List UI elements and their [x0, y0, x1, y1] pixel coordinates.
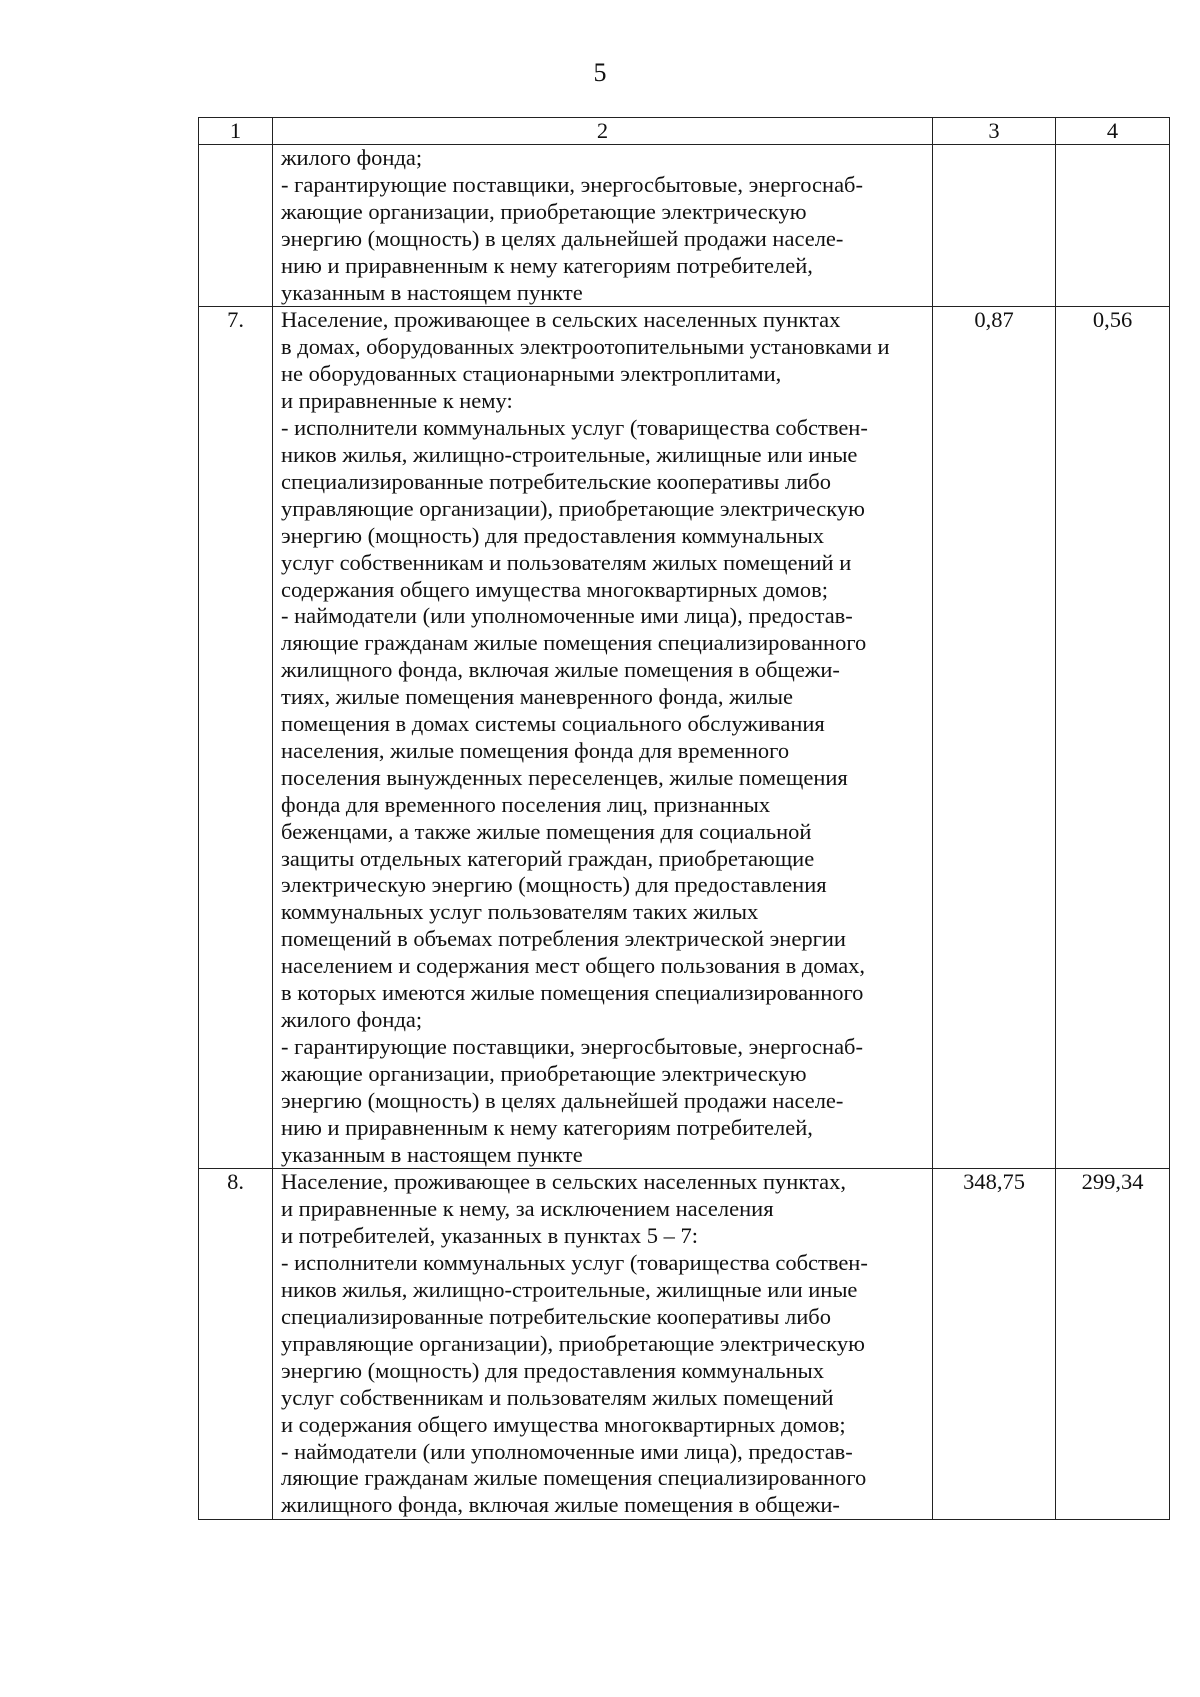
row-value-col4: 0,56	[1056, 307, 1170, 1169]
description-line: защиты отдельных категорий граждан, приобретающие	[281, 845, 815, 871]
description-line: - исполнители коммунальных услуг (товарищества собствен-	[281, 1250, 868, 1276]
description-line: специализированные потребительские кооперативы либо	[281, 1303, 831, 1329]
row-number: 7.	[199, 307, 273, 1169]
page-number: 5	[593, 58, 607, 87]
header-col-4: 4	[1056, 118, 1170, 145]
description-line: жающие организации, приобретающие электрическую	[281, 1060, 807, 1086]
description-line: ляющие гражданам жилые помещения специализированного	[281, 630, 867, 656]
description-line: ников жилья, жилищно-строительные, жилищные или иные	[281, 441, 858, 467]
description-line: специализированные потребительские кооперативы либо	[281, 468, 831, 494]
description-line: - исполнители коммунальных услуг (товарищества собствен-	[281, 415, 868, 441]
description-line: тиях, жилые помещения маневренного фонда, жилые	[281, 684, 794, 710]
description-line: и приравненные к нему:	[281, 388, 513, 414]
description-line: беженцами, а также жилые помещения для социальной	[281, 818, 812, 844]
table-row	[199, 307, 1170, 1169]
description-line: коммунальных услуг пользователям таких жилых	[281, 899, 759, 925]
description-line: услуг собственникам и пользователям жилых помещений	[281, 1384, 834, 1410]
row-value-col3: 348,75	[933, 1169, 1056, 1520]
description-line: нию и приравненным к нему категориям потребителей,	[281, 1114, 813, 1140]
description-line: населения, жилые помещения фонда для временного	[281, 737, 790, 763]
row-description	[273, 145, 933, 307]
row-value-col4	[1056, 145, 1170, 307]
description-line: электрическую энергию (мощность) для предоставления	[281, 872, 827, 898]
tariff-table	[198, 117, 1170, 1520]
description-line: жилищного фонда, включая жилые помещения в общежи-	[281, 657, 840, 683]
description-line: управляющие организации), приобретающие электрическую	[281, 495, 865, 521]
table-row	[199, 1169, 1170, 1520]
description-line: ляющие гражданам жилые помещения специализированного	[281, 1465, 867, 1491]
header-col-1: 1	[199, 118, 273, 145]
description-line: услуг собственникам и пользователям жилых помещений и	[281, 549, 852, 575]
description-line: - наймодатели (или уполномоченные ими лица), предостав-	[281, 1438, 853, 1464]
description-line: ников жилья, жилищно-строительные, жилищные или иные	[281, 1277, 858, 1303]
description-line: указанным в настоящем пункте	[281, 279, 583, 305]
description-line: жилого фонда;	[281, 145, 423, 170]
row-description	[273, 1169, 933, 1520]
description-line: Население, проживающее в сельских населенных пунктах	[281, 307, 841, 333]
row-value-col3	[933, 145, 1056, 307]
description-line: и приравненные к нему, за исключением населения	[281, 1196, 774, 1222]
description-line: энергию (мощность) в целях дальнейшей продажи населе-	[281, 1087, 844, 1113]
description-line: содержания общего имущества многоквартирных домов;	[281, 576, 829, 602]
description-line: - гарантирующие поставщики, энергосбытовые, энергоснаб-	[281, 171, 863, 197]
description-line: в домах, оборудованных электроотопительными установками и	[281, 334, 890, 360]
description-line: энергию (мощность) для предоставления коммунальных	[281, 522, 825, 548]
description-line: Население, проживающее в сельских населенных пунктах,	[281, 1169, 846, 1195]
row-value-col3: 0,87	[933, 307, 1056, 1169]
row-description	[273, 307, 933, 1169]
header-col-2: 2	[273, 118, 933, 145]
description-line: помещения в домах системы социального обслуживания	[281, 711, 825, 737]
table-header-row	[199, 118, 1170, 145]
row-number: 8.	[199, 1169, 273, 1520]
description-line: нию и приравненным к нему категориям потребителей,	[281, 252, 813, 278]
description-line: энергию (мощность) в целях дальнейшей продажи населе-	[281, 225, 844, 251]
description-line: помещений в объемах потребления электрической энергии	[281, 926, 846, 952]
description-line: энергию (мощность) для предоставления коммунальных	[281, 1357, 825, 1383]
description-line: населением и содержания мест общего пользования в домах,	[281, 953, 866, 979]
row-number	[199, 145, 273, 307]
description-line: в которых имеются жилые помещения специализированного	[281, 980, 864, 1006]
description-line: указанным в настоящем пункте	[281, 1141, 583, 1167]
description-line: фонда для временного поселения лиц, признанных	[281, 791, 771, 817]
description-line: - наймодатели (или уполномоченные ими лица), предостав-	[281, 603, 853, 629]
description-line: и потребителей, указанных в пунктах 5 – 7:	[281, 1223, 699, 1249]
table-row	[199, 145, 1170, 307]
description-line: управляющие организации), приобретающие электрическую	[281, 1330, 865, 1356]
header-col-3: 3	[933, 118, 1056, 145]
description-line: поселения вынужденных переселенцев, жилые помещения	[281, 764, 848, 790]
description-line: жающие организации, приобретающие электрическую	[281, 198, 807, 224]
description-line: жилого фонда;	[281, 1007, 423, 1032]
row-value-col4: 299,34	[1056, 1169, 1170, 1520]
description-line: не оборудованных стационарными электроплитами,	[281, 361, 782, 387]
description-line: и содержания общего имущества многоквартирных домов;	[281, 1411, 846, 1437]
description-line: жилищного фонда, включая жилые помещения в общежи-	[281, 1492, 840, 1518]
description-line: - гарантирующие поставщики, энергосбытовые, энергоснаб-	[281, 1033, 863, 1059]
